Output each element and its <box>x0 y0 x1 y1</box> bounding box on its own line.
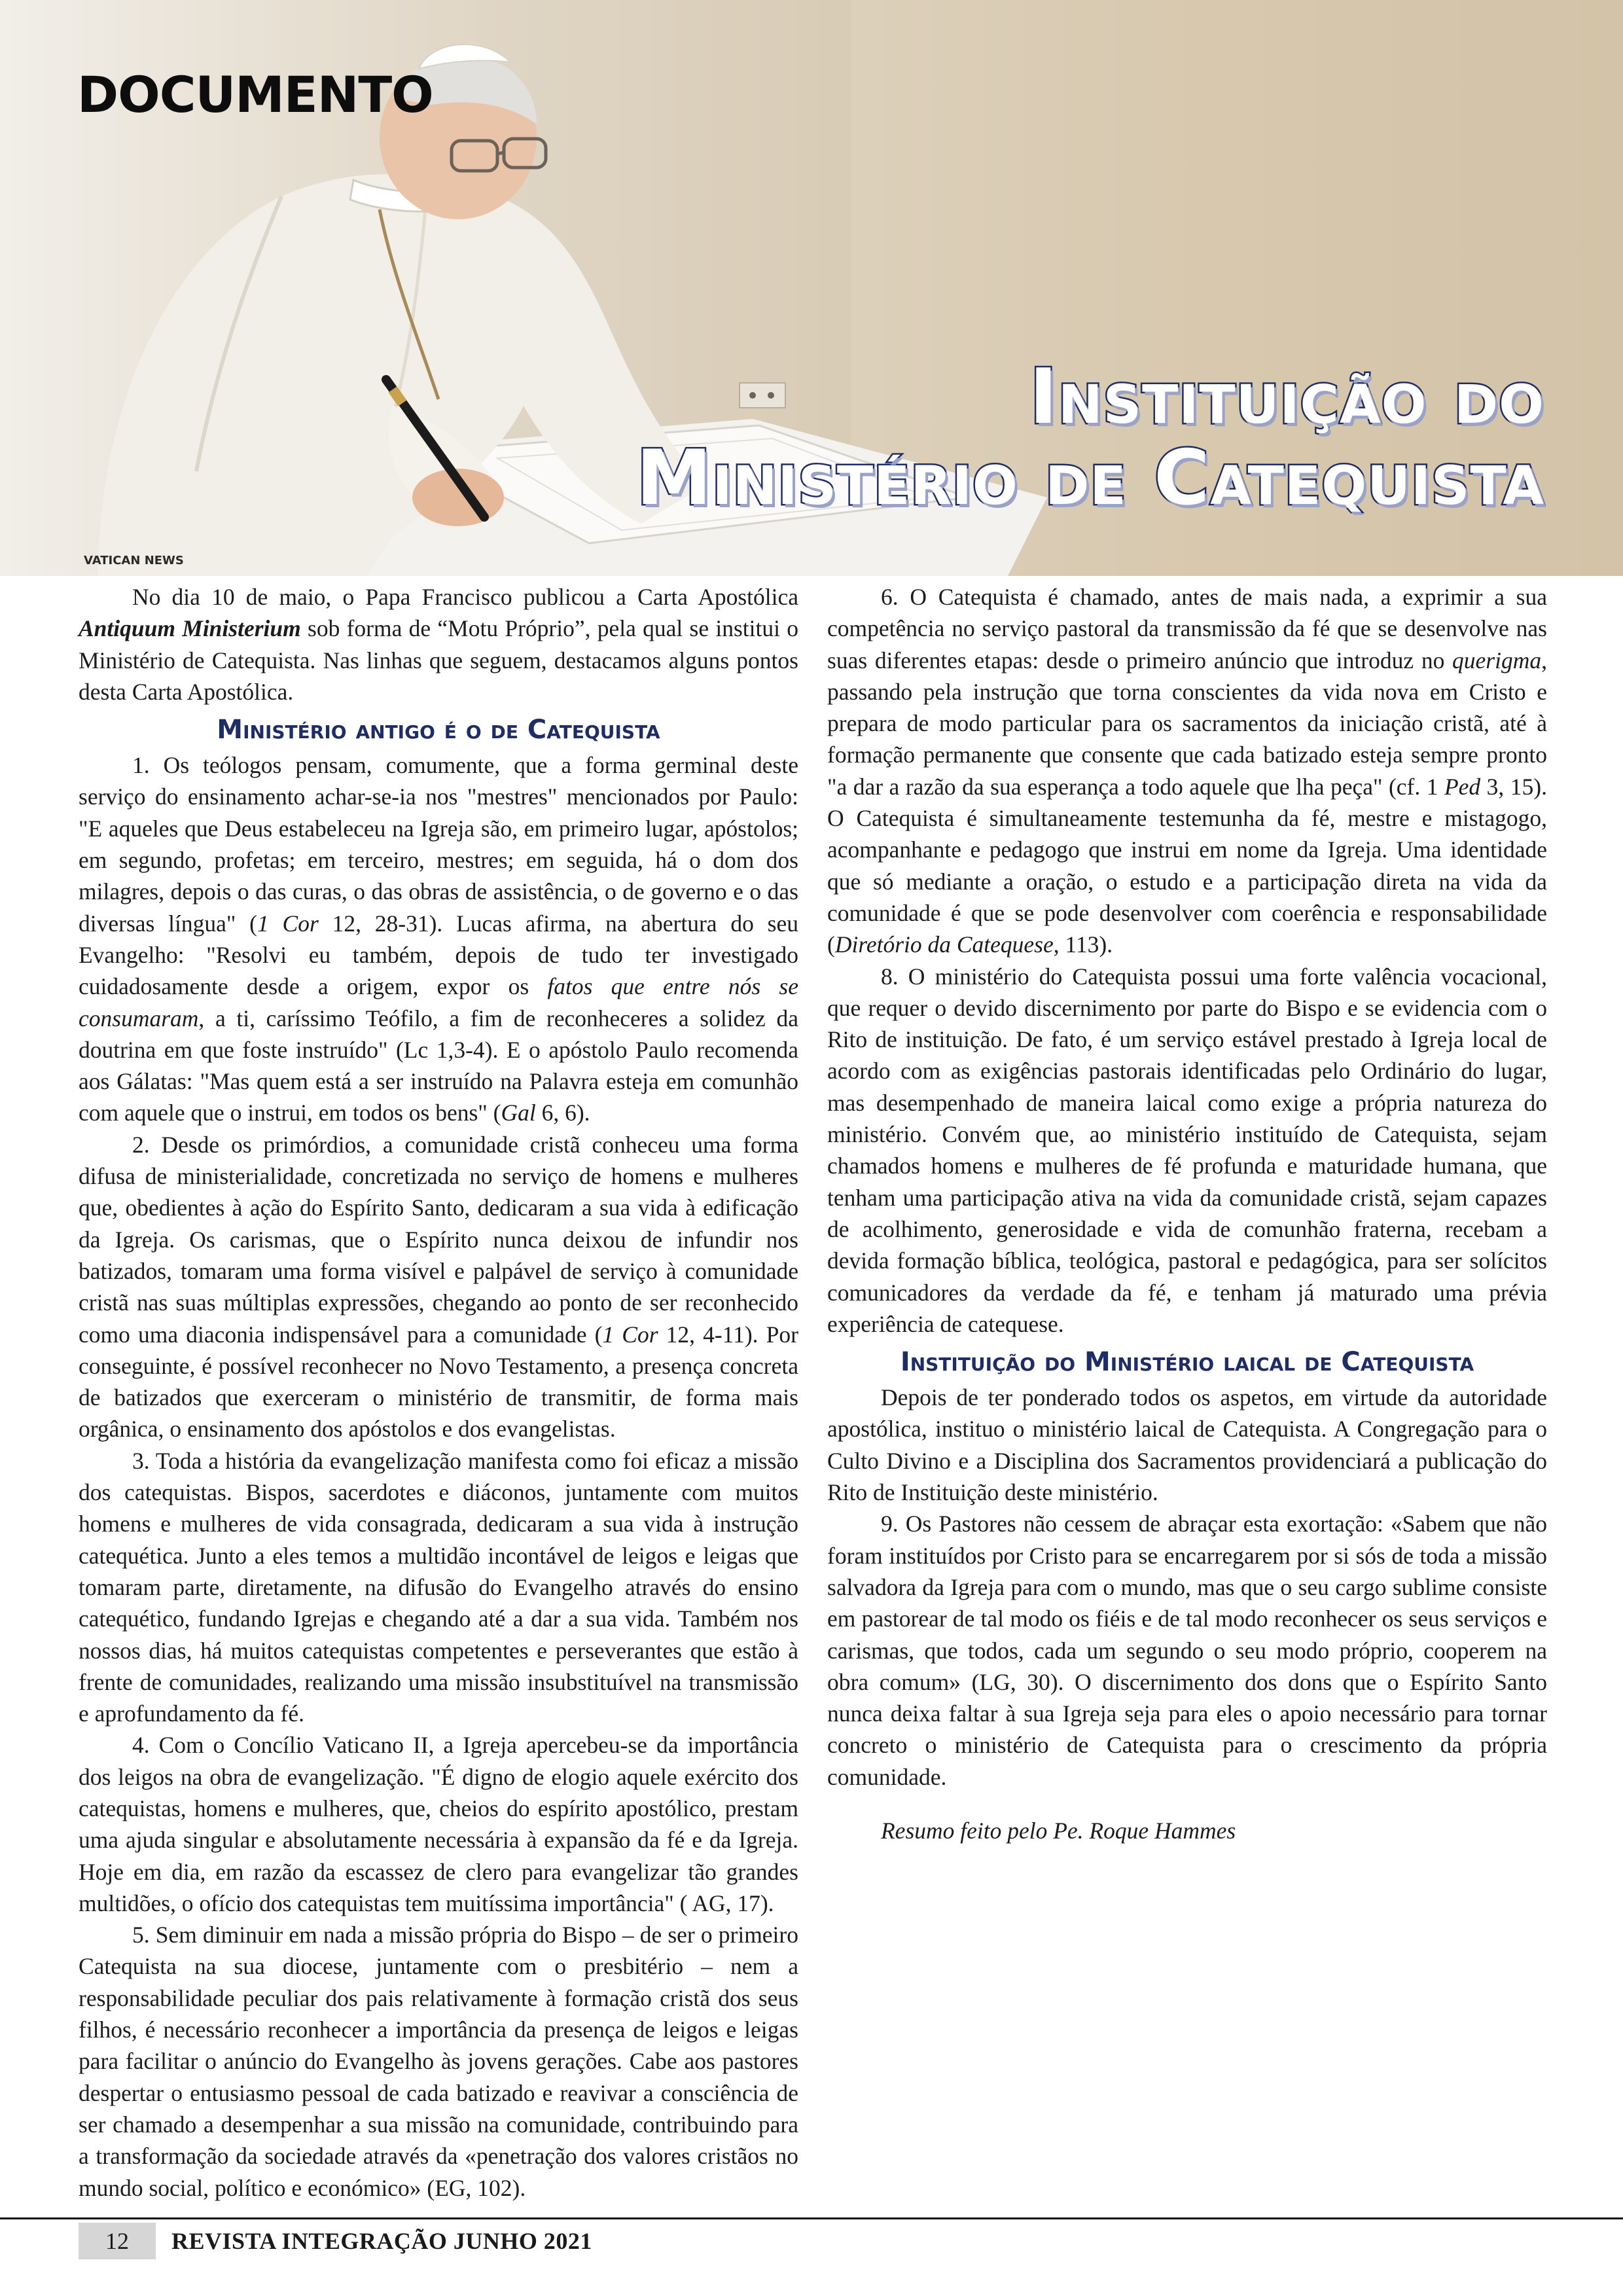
letter-title: Antiquum Ministerium <box>79 615 301 642</box>
paragraph-3: 3. Toda a história da evangelização manifesta como foi eficaz a missão dos catequistas. Bispos, sacerdotes e diáconos, juntamente com muitos homens e mulheres de vida consagrada, dedicaram a sua vida à instrução catequética. Junto a eles temos a multidão incontável de leigos e leigas que tomaram parte, diretamente, na difusão do Evangelho através do ensino catequético, fundando Igrejas e chegando até a dar a sua vida. Também nos nossos dias, há muitos catequistas competentes e perseverantes que estão à frente de comunidades, realizando uma missão insubstituível na transmissão e aprofundamento da fé. <box>79 1447 798 1727</box>
p2-text-a: 2. Desde os primórdios, a comunidade cristã conheceu uma forma difusa de ministerialidade, concretizada no serviço de homens e mulheres que, obedientes à ação do Espírito Santo, dedicaram a sua vida à edificação da Igreja. Os carismas, que o Espírito nunca deixou de infundir nos batizados, tomaram uma forma visível e palpável de serviço à comunidade cristã nas suas múltiplas expressões, chegando ao ponto de ser reconhecido como uma diaconia indispensável para a comunidade ( <box>79 1131 798 1348</box>
p6-source-title: Diretório da Catequese <box>834 931 1054 958</box>
p2-text-b: 12, 4-11). Por conseguinte, é possível reconhecer no Novo Testamento, a presença concreta de batizados que exerceram o ministério de transmitir, de forma mais orgânica, o ensinamento dos apóstolos e dos evangelistas. <box>79 1321 798 1443</box>
right-column <box>827 581 1547 1846</box>
signature <box>827 1815 1547 1846</box>
paragraph-2 <box>79 1129 798 1445</box>
p6-text-c: 3, 15). O Catequista é simultaneamente testemunha da fé, mestre e mistagogo, acompanhante e pedagogo que instrui em nome da Igreja. Uma identidade que só mediante a oração, o estudo e a participação direta na vida da comunidade é que se pode desenvolver com coerência e responsabilidade ( <box>827 773 1547 958</box>
publication-footer: REVISTA INTEGRAÇÃO JUNHO 2021 <box>171 2228 592 2254</box>
p1-italic-quote: fatos que entre nós se consumaram <box>79 973 798 1031</box>
paragraph-9: 9. Os Pastores não cessem de abraçar esta exortação: «Sabem que não foram instituídos por Cristo para se encarregarem por si sós de toda a missão salvadora da Igreja para com o mundo, mas que o seu cargo sublime consiste em pastorear de tal modo os fiéis e de tal modo reconhecer os seus serviços e carismas, que todos, cada um segundo o seu modo próprio, cooperem na obra comum» (LG, 30). O discernimento dos dons que o Espírito Santo nunca deixa faltar à sua Igreja seja para eles o apoio necessário para tornar concreto o ministério de Catequista para o crescimento da própria comunidade. <box>827 1511 1547 1790</box>
section-heading-1: Ministério antigo é o de Catequista <box>217 715 660 745</box>
article-title-line2: Ministério de Catequista <box>636 434 1544 522</box>
page-number: 12 <box>79 2223 156 2259</box>
photo-credit: VATICAN NEWS <box>84 554 184 567</box>
left-column <box>79 581 798 2204</box>
p1-text-c: , a ti, caríssimo Teófilo, a fim de reconheceres a solidez da doutrina em que foste instruído" (Lc 1,3-4). E o apóstolo Paulo recomenda aos Gálatas: "Mas quem está a ser instruído na Palavra esteja em comunhão com aquele que o instrui, em todos os bens" ( <box>79 1005 798 1126</box>
p6-text-d: , 113). <box>1053 931 1113 958</box>
p1-text-b: 12, 28-31). Lucas afirma, na abertura do seu Evangelho: "Resolvi eu também, depois de tudo ter investigado cuidadosamente desde a origem, expor os <box>79 910 798 1000</box>
p1-text-a: 1. Os teólogos pensam, comumente, que a forma germinal deste serviço do ensinamento achar-se-ia nos "mestres" mencionados por Paulo: "E aqueles que Deus estabeleceu na Igreja são, em primeiro lugar, apóstolos; em segundo, profetas; em terceiro, mestres; em seguida, há o dom dos milagres, depois o das curas, o das obras de assistência, o de governo e o das diversas língua" ( <box>79 752 798 937</box>
intro-paragraph <box>79 581 798 708</box>
decree-paragraph: Depois de ter ponderado todos os aspetos, em virtude da autoridade apostólica, instituo o ministério laical de Catequista. A Congregação para o Culto Divino e a Disciplina dos Sacramentos providenciará a publicação do Rito de Instituição deste ministério. <box>827 1384 1547 1506</box>
footer-divider <box>0 2217 1623 2219</box>
paragraph-4: 4. Com o Concílio Vaticano II, a Igreja apercebeu-se da importância dos leigos na obra de evangelização. "É digno de elogio aquele exército dos catequistas, homens e mulheres, que, cheios do espírito apostólico, prestam uma ajuda singular e absolutamente necessária à expansão da fé e da Igreja. Hoje em dia, em razão da escassez de clero para evangelizar tão grandes multidões, o ofício dos catequistas tem muitíssima importância" ( AG, 17). <box>79 1732 798 1916</box>
paragraph-6 <box>827 581 1547 961</box>
p1-text-d: 6, 6). <box>535 1100 590 1126</box>
section-heading-2: Instituição do Ministério laical de Catequista <box>900 1347 1474 1378</box>
p6-text-a: 6. O Catequista é chamado, antes de mais nada, a exprimir a sua competência no serviço pastoral da transmissão da fé que se desenvolve nas suas diferentes etapas: desde o primeiro anúncio que introduz no <box>827 584 1547 673</box>
hero-banner <box>0 0 1623 576</box>
paragraph-1 <box>79 749 798 1129</box>
p1-citation-1: 1 Cor <box>257 910 319 937</box>
paragraph-8: 8. O ministério do Catequista possui uma forte valência vocacional, que requer o devido discernimento por parte do Bispo e se evidencia com o Rito de instituição. De fato, é um serviço estável prestado à Igreja local de acordo com as exigências pastorais identificadas pelo Ordinário do lugar, mas desempenhado de maneira laical como exige a própria natureza do ministério. Convém que, ao ministério instituído de Catequista, sejam chamados homens e mulheres de fé profunda e maturidade humana, que tenham uma participação ativa na vida da comunidade cristã, sejam capazes de acolhimento, generosidade e vida de comunhão fraterna, recebam a devida formação bíblica, teológica, pastoral e pedagógica, para ser solícitos comunicadores da verdade da fé, e tenham já maturado uma prévia experiência de catequese. <box>827 963 1547 1337</box>
signature-text: Resumo feito pelo Pe. Roque Hammes <box>881 1817 1236 1844</box>
p6-citation: Ped <box>1444 773 1481 800</box>
p1-citation-2: Gal <box>501 1100 536 1126</box>
article-title <box>636 353 1544 522</box>
section-label: DOCUMENTO <box>77 65 433 124</box>
intro-text: No dia 10 de maio, o Papa Francisco publicou a Carta Apostólica <box>132 584 798 610</box>
article-title-line1: Instituição do <box>1029 353 1544 441</box>
paragraph-5: 5. Sem diminuir em nada a missão própria do Bispo – de ser o primeiro Catequista na sua diocese, juntamente com o presbitério – nem a responsabilidade peculiar dos pais relativamente à formação cristã dos seus filhos, é necessário reconhecer a importância da presença de leigos e leigas para facilitar o anúncio do Evangelho às jovens gerações. Cabe aos pastores despertar o entusiasmo pessoal de cada batizado e reavivar a consciência de ser chamado a desempenhar a sua missão na comunidade, contribuindo para a transformação da sociedade através da «penetração dos valores cristãos no mundo social, político e económico» (EG, 102). <box>79 1922 798 2201</box>
p6-text-b: , passando pela instrução que torna conscientes da vida nova em Cristo e prepara de modo particular para os sacramentos da iniciação cristã, até à formação permanente que consente que cada batizado esteja sempre pronto "a dar a razão da sua esperança a todo aquele que lha peça" (cf. 1 <box>827 647 1547 800</box>
p2-citation: 1 Cor <box>602 1321 658 1348</box>
intro-text-end: sob forma de “Motu Próprio”, pela qual se institui o Ministério de Catequista. Nas linhas que seguem, destacamos alguns pontos desta Carta Apostólica. <box>79 615 798 705</box>
p6-italic-term: querigma <box>1452 647 1542 673</box>
